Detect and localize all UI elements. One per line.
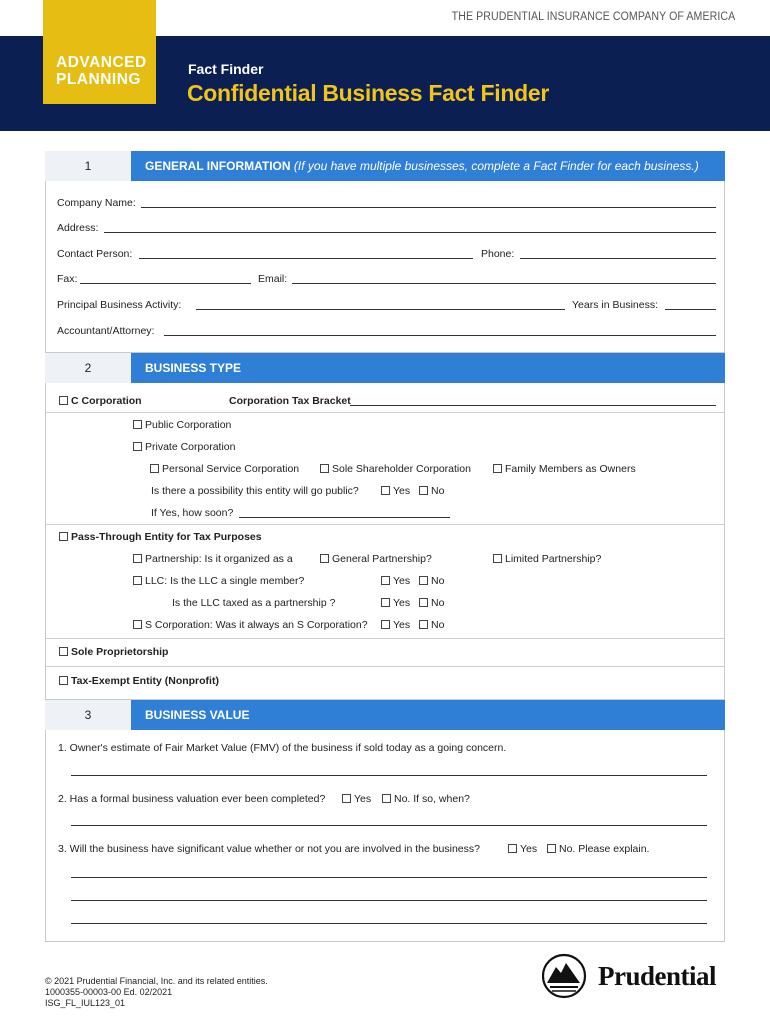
prudential-logo-text: Prudential [598, 961, 717, 991]
pass-through-checkbox[interactable] [59, 532, 68, 541]
valuation-yes-label: Yes [354, 793, 372, 805]
tax-bracket-field[interactable] [350, 405, 716, 406]
llc-partnership-no-checkbox[interactable] [419, 598, 428, 607]
personal-service-label: Personal Service Corporation [162, 463, 300, 475]
partnership-label: Partnership: Is it organized as a [145, 553, 293, 565]
explain-field-2[interactable] [71, 900, 707, 901]
explain-field-3[interactable] [71, 923, 707, 924]
how-soon-label: If Yes, how soon? [151, 507, 234, 519]
family-members-checkbox[interactable] [493, 464, 502, 473]
private-corp-label: Private Corporation [145, 441, 236, 453]
valuation-no[interactable] [382, 793, 470, 805]
sole-prop-option[interactable] [59, 646, 168, 658]
llc-partnership-yes-checkbox[interactable] [381, 598, 390, 607]
c-corp-label: C Corporation [71, 395, 142, 407]
s-corp-yes-label: Yes [393, 619, 411, 631]
sole-shareholder-option[interactable] [320, 463, 471, 475]
accountant-field[interactable] [164, 335, 716, 336]
contact-person-label: Contact Person: [57, 248, 133, 260]
sole-shareholder-checkbox[interactable] [320, 464, 329, 473]
llc-single-no-label: No [431, 575, 445, 587]
divider-sole-prop [46, 638, 724, 639]
family-members-label: Family Members as Owners [505, 463, 636, 475]
llc-partnership-no-label: No [431, 597, 445, 609]
s-corp-option[interactable] [133, 619, 368, 631]
partnership-option[interactable] [133, 553, 293, 565]
divider-pass-through [46, 524, 724, 525]
section-3-header [45, 700, 725, 730]
section-3-box [45, 729, 725, 942]
footer-legal [45, 976, 268, 1009]
go-public-no[interactable] [419, 485, 444, 497]
go-public-yes[interactable] [381, 485, 410, 497]
principal-activity-label: Principal Business Activity: [57, 299, 182, 311]
section-3-title: BUSINESS VALUE [145, 708, 250, 722]
personal-service-checkbox[interactable] [150, 464, 159, 473]
llc-single-no[interactable] [419, 575, 444, 587]
public-corp-checkbox[interactable] [133, 420, 142, 429]
badge-line-1: ADVANCED [56, 54, 147, 71]
section-1-title [145, 151, 699, 181]
partnership-checkbox[interactable] [133, 554, 142, 563]
tax-bracket-label: Corporation Tax Bracket [229, 395, 351, 407]
significant-value-yes-label: Yes [520, 843, 538, 855]
significant-value-yes-checkbox[interactable] [508, 844, 517, 853]
family-members-option[interactable] [493, 463, 636, 475]
general-partnership-checkbox[interactable] [320, 554, 329, 563]
accountant-label: Accountant/Attorney: [57, 325, 155, 337]
general-partnership-label: General Partnership? [332, 553, 432, 565]
fmv-answer-field[interactable] [71, 775, 707, 776]
tax-exempt-option[interactable] [59, 675, 219, 687]
principal-activity-field[interactable] [196, 309, 565, 310]
s-corp-no[interactable] [419, 619, 444, 631]
c-corp-option[interactable] [59, 395, 142, 407]
llc-checkbox[interactable] [133, 576, 142, 585]
llc-label: LLC: Is the LLC a single member? [145, 575, 305, 587]
llc-option[interactable] [133, 575, 304, 587]
section-2-number: 2 [45, 353, 131, 383]
llc-single-yes[interactable] [381, 575, 410, 587]
s-corp-no-label: No [431, 619, 445, 631]
llc-partnership-yes[interactable] [381, 597, 410, 609]
general-partnership-option[interactable] [320, 553, 432, 565]
limited-partnership-label: Limited Partnership? [505, 553, 602, 565]
contact-person-field[interactable] [139, 258, 473, 259]
section-1-title-text: GENERAL INFORMATION [145, 159, 291, 173]
question-1: 1. Owner's estimate of Fair Market Value (FMV) of the business if sold today as a going concern. [58, 742, 507, 754]
valuation-no-label: No. If so, when? [394, 793, 470, 805]
go-public-yes-checkbox[interactable] [381, 486, 390, 495]
section-3-number: 3 [45, 700, 131, 730]
question-3: 3. Will the business have significant value whether or not you are involved in the business? [58, 843, 480, 855]
llc-single-yes-label: Yes [393, 575, 411, 587]
copyright: © 2021 Prudential Financial, Inc. and its related entities. [45, 976, 268, 986]
valuation-when-field[interactable] [71, 825, 707, 826]
pass-through-label: Pass-Through Entity for Tax Purposes [71, 531, 262, 543]
tax-exempt-checkbox[interactable] [59, 676, 68, 685]
limited-partnership-option[interactable] [493, 553, 601, 565]
pass-through-option[interactable] [59, 531, 262, 543]
public-corp-option[interactable] [133, 419, 231, 431]
sole-prop-label: Sole Proprietorship [71, 646, 169, 658]
years-in-business-field[interactable] [665, 309, 716, 310]
limited-partnership-checkbox[interactable] [493, 554, 502, 563]
valuation-yes[interactable] [342, 793, 371, 805]
section-2-title: BUSINESS TYPE [145, 361, 242, 375]
explain-field-1[interactable] [71, 877, 707, 878]
phone-field[interactable] [520, 258, 716, 259]
question-2: 2. Has a formal business valuation ever been completed? [58, 793, 326, 805]
go-public-no-checkbox[interactable] [419, 486, 428, 495]
valuation-no-checkbox[interactable] [382, 794, 391, 803]
how-soon-field[interactable] [239, 517, 450, 518]
llc-partnership-question: Is the LLC taxed as a partnership ? [172, 597, 336, 609]
significant-value-no[interactable] [547, 843, 649, 855]
s-corp-checkbox[interactable] [133, 620, 142, 629]
divider-c-corp [46, 412, 724, 413]
badge-line-2: PLANNING [56, 71, 141, 88]
phone-label: Phone: [481, 248, 515, 260]
section-2-header [45, 353, 725, 383]
private-corp-checkbox[interactable] [133, 442, 142, 451]
s-corp-yes-checkbox[interactable] [381, 620, 390, 629]
llc-partnership-no[interactable] [419, 597, 444, 609]
company-name-label: Company Name: [57, 197, 136, 209]
company-name: THE PRUDENTIAL INSURANCE COMPANY OF AMERICA [451, 11, 735, 23]
s-corp-no-checkbox[interactable] [419, 620, 428, 629]
llc-partnership-yes-label: Yes [393, 597, 411, 609]
divider-tax-exempt [46, 666, 724, 667]
tax-exempt-label: Tax-Exempt Entity (Nonprofit) [71, 675, 219, 687]
years-in-business-label: Years in Business: [572, 299, 658, 311]
address-field[interactable] [104, 232, 716, 233]
fax-field[interactable] [80, 283, 251, 284]
go-public-yes-label: Yes [393, 485, 411, 497]
email-label: Email: [258, 273, 288, 285]
significant-value-yes[interactable] [508, 843, 537, 855]
c-corp-checkbox[interactable] [59, 396, 68, 405]
llc-single-no-checkbox[interactable] [419, 576, 428, 585]
form-subtitle: Fact Finder [188, 61, 264, 77]
fax-label: Fax: [57, 273, 78, 285]
section-1-note: (If you have multiple businesses, complete a Fact Finder for each business.) [293, 159, 699, 173]
address-label: Address: [57, 222, 99, 234]
valuation-yes-checkbox[interactable] [342, 794, 351, 803]
form-number: 1000355-00003-00 Ed. 02/2021 [45, 987, 173, 997]
go-public-no-label: No [431, 485, 445, 497]
llc-single-yes-checkbox[interactable] [381, 576, 390, 585]
sole-prop-checkbox[interactable] [59, 647, 68, 656]
s-corp-label: S Corporation: Was it always an S Corporation? [145, 619, 368, 631]
form-title: Confidential Business Fact Finder [187, 80, 549, 106]
section-1-number: 1 [45, 151, 131, 181]
private-corp-option[interactable] [133, 441, 235, 453]
advanced-planning-badge [43, 0, 156, 104]
sole-shareholder-label: Sole Shareholder Corporation [332, 463, 471, 475]
s-corp-yes[interactable] [381, 619, 410, 631]
go-public-question: Is there a possibility this entity will go public? [151, 485, 359, 497]
significant-value-no-checkbox[interactable] [547, 844, 556, 853]
public-corp-label: Public Corporation [145, 419, 232, 431]
company-name-field[interactable] [141, 207, 716, 208]
personal-service-option[interactable] [150, 463, 299, 475]
form-code: ISG_FL_IUL123_01 [45, 998, 126, 1008]
significant-value-no-label: No. Please explain. [559, 843, 650, 855]
email-field[interactable] [292, 283, 716, 284]
section-1-header [45, 151, 725, 181]
